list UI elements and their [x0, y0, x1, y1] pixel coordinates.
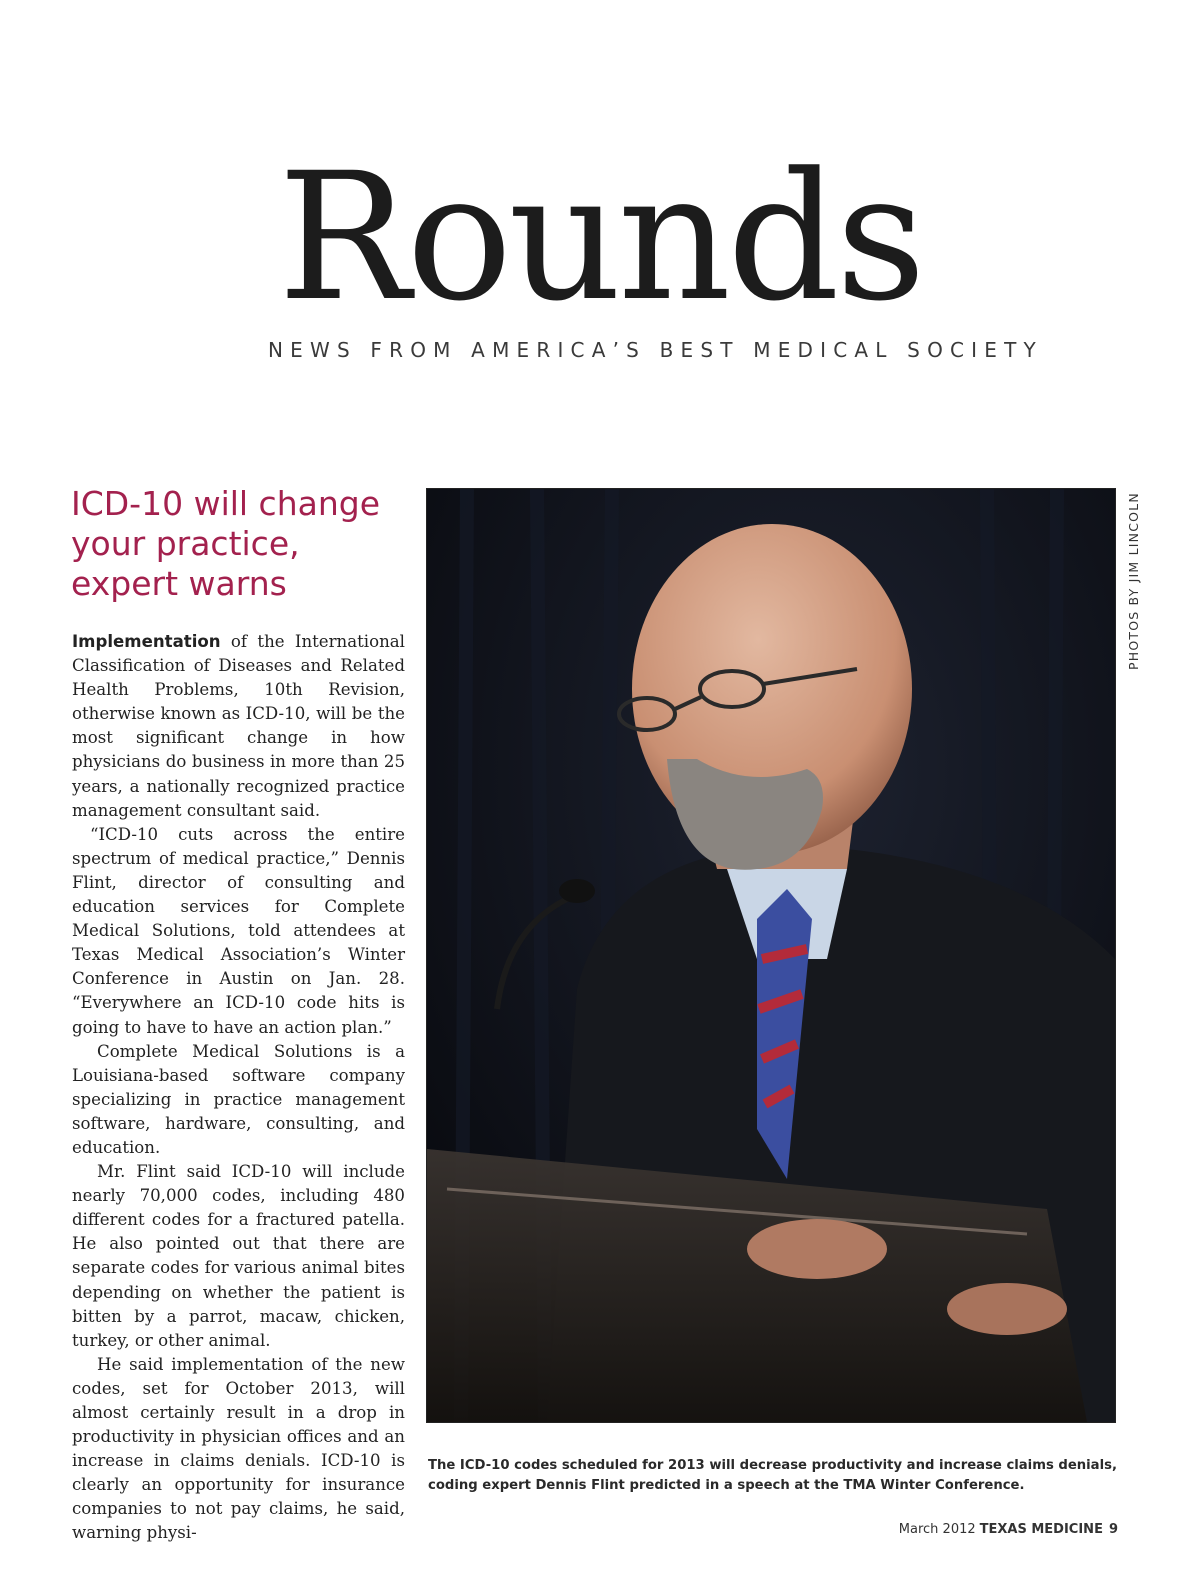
lead-word: Implementation [72, 632, 221, 651]
masthead-tagline: NEWS FROM AMERICA’S BEST MEDICAL SOCIETY [268, 338, 1043, 362]
paragraph-text: of the International Classification of Diseases and Related Health Problems, 10th Revision, otherwise known as ICD-10, will be the most significant change in how physicians do business in more than 25 years, a nationally recognized practice management consultant said. [72, 632, 405, 820]
issue-date: March 2012 [898, 1522, 976, 1537]
speaker-photo-illustration [427, 489, 1115, 1422]
magazine-name: TEXAS MEDICINE [979, 1522, 1103, 1537]
article-paragraph [72, 630, 405, 823]
article-paragraph: Complete Medical Solutions is a Louisiana-based software company specializing in practice management software, hardware, consulting, and education. [72, 1041, 405, 1157]
article-headline: ICD-10 will change your practice, expert warns [71, 484, 381, 603]
photo-credit: PHOTOS BY JIM LINCOLN [1126, 492, 1141, 670]
masthead-title: Rounds [277, 135, 923, 340]
article-paragraph: Mr. Flint said ICD-10 will include nearly 70,000 codes, including 480 different codes for a fractured patella. He also pointed out that there are separate codes for various animal bites depending on whether the patient is bitten by a parrot, macaw, chicken, turkey, or other animal. [72, 1162, 405, 1350]
article-paragraph: “ICD-10 cuts across the entire spectrum of medical practice,” Dennis Flint, director of consulting and education services for Complete Medical Solutions, told attendees at Texas Medical Association’s Winter Conference in Austin on Jan. 28. “Everywhere an ICD-10 code hits is going to have to have an action plan.” [72, 824, 405, 1037]
page-footer [860, 1522, 1118, 1537]
page-number: 9 [1108, 1522, 1118, 1537]
speaker-photo [426, 488, 1116, 1423]
article-body [72, 630, 405, 1546]
article-paragraph: He said implementation of the new codes, set for October 2013, will almost certainly result in a drop in productivity in physician offices and an increase in claims denials. ICD-10 is clearly an opportunity for insurance companies to not pay claims, he said, warning physi- [72, 1354, 405, 1543]
photo-caption: The ICD-10 codes scheduled for 2013 will decrease productivity and increase claims denials, coding expert Dennis Flint predicted in a speech at the TMA Winter Conference. [428, 1458, 1117, 1493]
